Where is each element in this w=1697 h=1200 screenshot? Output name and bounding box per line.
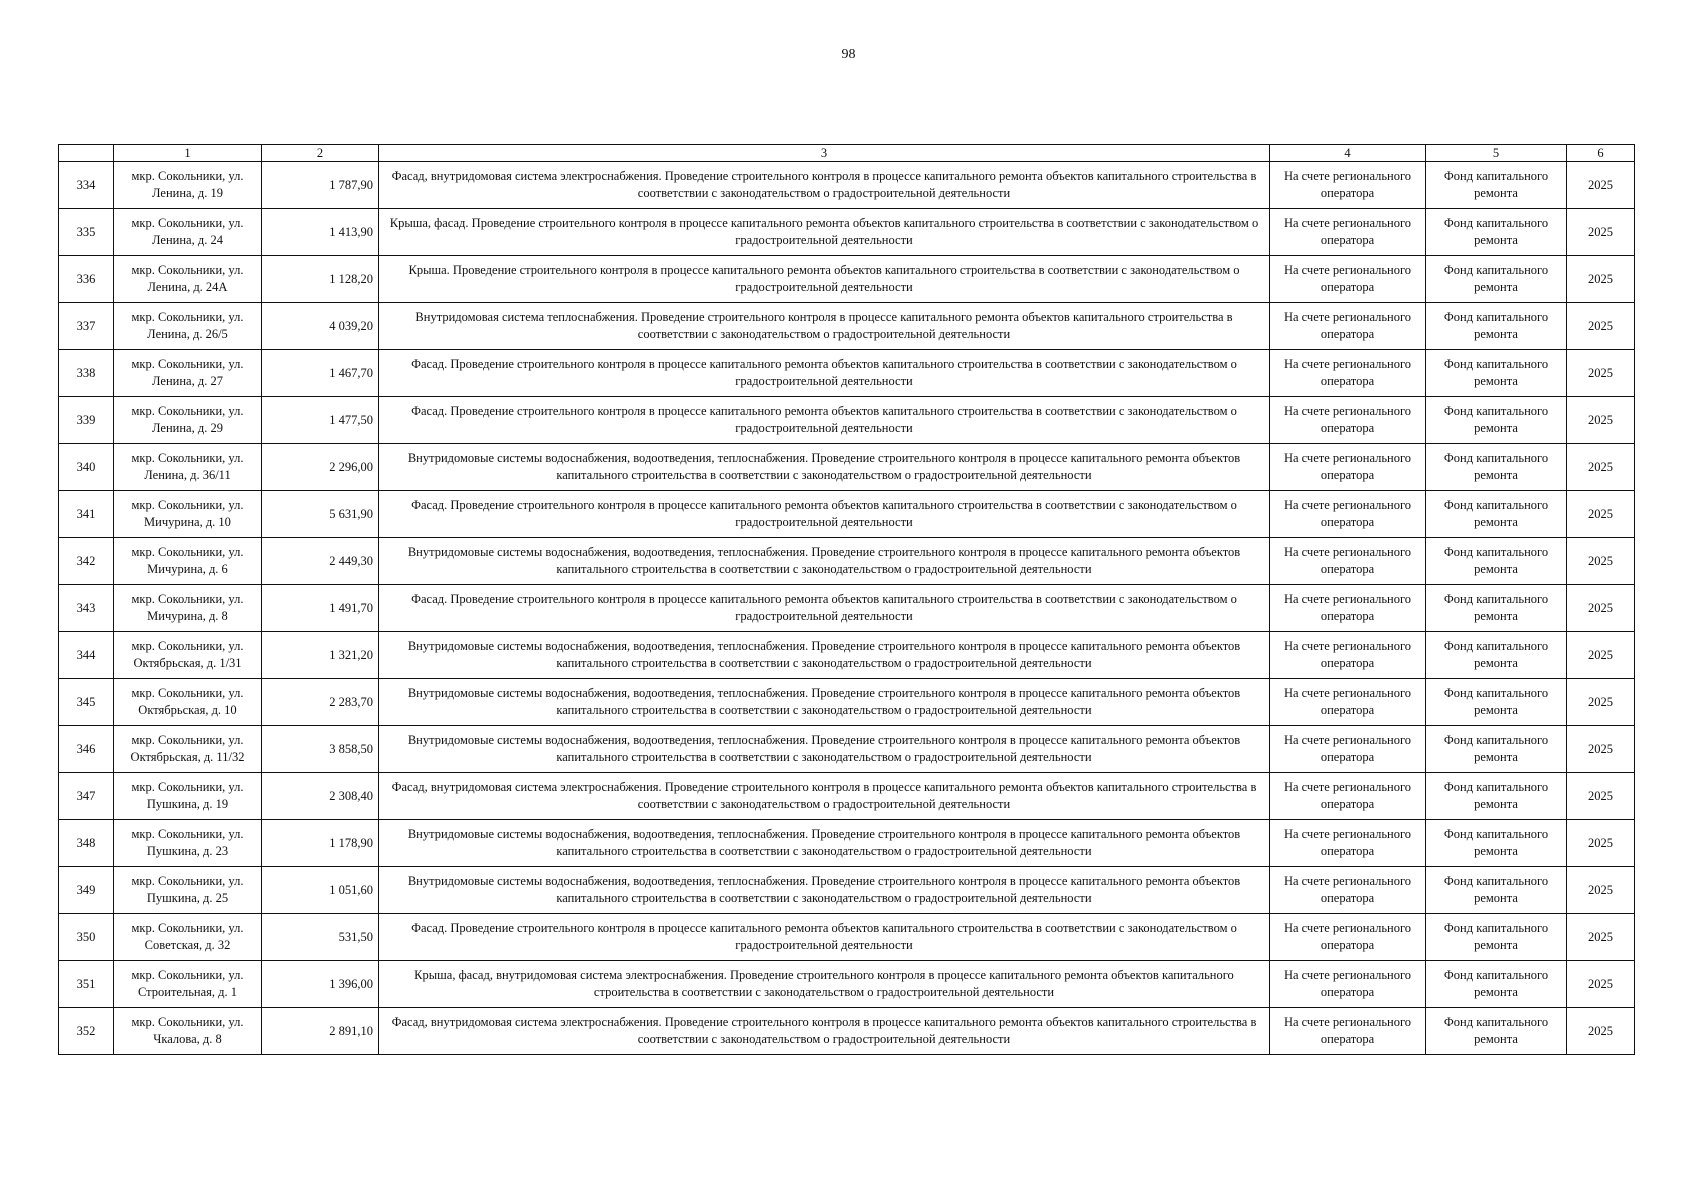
row-number-cell: 335: [59, 209, 114, 256]
account-cell: На счете регионального оператора: [1270, 867, 1426, 914]
table-row: [59, 444, 1635, 491]
row-number-cell: 348: [59, 820, 114, 867]
account-cell: На счете регионального оператора: [1270, 256, 1426, 303]
year-cell: 2025: [1567, 1008, 1635, 1055]
area-cell: 1 467,70: [262, 350, 379, 397]
funding-source-cell: Фонд капитального ремонта: [1426, 632, 1567, 679]
funding-source-cell: Фонд капитального ремонта: [1426, 914, 1567, 961]
header-cell-3: 3: [379, 145, 1270, 162]
works-cell: Крыша. Проведение строительного контроля в процессе капитального ремонта объектов капитального строительства в соответствии с законодательством о градостроительной деятельности: [379, 256, 1270, 303]
row-number-cell: 343: [59, 585, 114, 632]
row-number-cell: 346: [59, 726, 114, 773]
row-number-cell: 345: [59, 679, 114, 726]
year-cell: 2025: [1567, 820, 1635, 867]
works-cell: Фасад. Проведение строительного контроля в процессе капитального ремонта объектов капитального строительства в соответствии с законодательством о градостроительной деятельности: [379, 350, 1270, 397]
row-number-cell: 344: [59, 632, 114, 679]
works-cell: Внутридомовые системы водоснабжения, водоотведения, теплоснабжения. Проведение строительного контроля в процессе капитального ремонта объектов капитального строительства в соответствии с законодательством о градостроительной деятельности: [379, 679, 1270, 726]
funding-source-cell: Фонд капитального ремонта: [1426, 209, 1567, 256]
works-cell: Фасад, внутридомовая система электроснабжения. Проведение строительного контроля в процессе капитального ремонта объектов капитального строительства в соответствии с законодательством о градостроительной деятельности: [379, 773, 1270, 820]
year-cell: 2025: [1567, 679, 1635, 726]
funding-source-cell: Фонд капитального ремонта: [1426, 256, 1567, 303]
table-row: [59, 914, 1635, 961]
row-number-cell: 336: [59, 256, 114, 303]
works-cell: Фасад, внутридомовая система электроснабжения. Проведение строительного контроля в процессе капитального ремонта объектов капитального строительства в соответствии с законодательством о градостроительной деятельности: [379, 162, 1270, 209]
works-cell: Внутридомовые системы водоснабжения, водоотведения, теплоснабжения. Проведение строительного контроля в процессе капитального ремонта объектов капитального строительства в соответствии с законодательством о градостроительной деятельности: [379, 632, 1270, 679]
table-row: [59, 491, 1635, 538]
account-cell: На счете регионального оператора: [1270, 491, 1426, 538]
table-row: [59, 538, 1635, 585]
works-cell: Фасад. Проведение строительного контроля в процессе капитального ремонта объектов капитального строительства в соответствии с законодательством о градостроительной деятельности: [379, 914, 1270, 961]
row-number-cell: 342: [59, 538, 114, 585]
account-cell: На счете регионального оператора: [1270, 397, 1426, 444]
address-cell: мкр. Сокольники, ул. Мичурина, д. 6: [114, 538, 262, 585]
year-cell: 2025: [1567, 350, 1635, 397]
row-number-cell: 341: [59, 491, 114, 538]
works-cell: Фасад. Проведение строительного контроля в процессе капитального ремонта объектов капитального строительства в соответствии с законодательством о градостроительной деятельности: [379, 491, 1270, 538]
table-row: [59, 867, 1635, 914]
funding-source-cell: Фонд капитального ремонта: [1426, 162, 1567, 209]
table-row: [59, 820, 1635, 867]
works-cell: Фасад. Проведение строительного контроля в процессе капитального ремонта объектов капитального строительства в соответствии с законодательством о градостроительной деятельности: [379, 397, 1270, 444]
funding-source-cell: Фонд капитального ремонта: [1426, 726, 1567, 773]
year-cell: 2025: [1567, 256, 1635, 303]
address-cell: мкр. Сокольники, ул. Мичурина, д. 8: [114, 585, 262, 632]
account-cell: На счете регионального оператора: [1270, 961, 1426, 1008]
year-cell: 2025: [1567, 444, 1635, 491]
table-header-row: [59, 145, 1635, 162]
address-cell: мкр. Сокольники, ул. Ленина, д. 27: [114, 350, 262, 397]
year-cell: 2025: [1567, 773, 1635, 820]
table-row: [59, 397, 1635, 444]
account-cell: На счете регионального оператора: [1270, 726, 1426, 773]
year-cell: 2025: [1567, 303, 1635, 350]
account-cell: На счете регионального оператора: [1270, 538, 1426, 585]
address-cell: мкр. Сокольники, ул. Октябрьская, д. 11/32: [114, 726, 262, 773]
account-cell: На счете регионального оператора: [1270, 585, 1426, 632]
row-number-cell: 340: [59, 444, 114, 491]
year-cell: 2025: [1567, 538, 1635, 585]
table-row: [59, 679, 1635, 726]
area-cell: 1 396,00: [262, 961, 379, 1008]
address-cell: мкр. Сокольники, ул. Октябрьская, д. 10: [114, 679, 262, 726]
year-cell: 2025: [1567, 914, 1635, 961]
header-cell-6: 6: [1567, 145, 1635, 162]
address-cell: мкр. Сокольники, ул. Советская, д. 32: [114, 914, 262, 961]
area-cell: 1 321,20: [262, 632, 379, 679]
address-cell: мкр. Сокольники, ул. Мичурина, д. 10: [114, 491, 262, 538]
area-cell: 1 477,50: [262, 397, 379, 444]
address-cell: мкр. Сокольники, ул. Октябрьская, д. 1/31: [114, 632, 262, 679]
header-cell-4: 4: [1270, 145, 1426, 162]
works-cell: Фасад, внутридомовая система электроснабжения. Проведение строительного контроля в процессе капитального ремонта объектов капитального строительства в соответствии с законодательством о градостроительной деятельности: [379, 1008, 1270, 1055]
repair-program-table: [58, 144, 1635, 1055]
table-row: [59, 256, 1635, 303]
area-cell: 2 283,70: [262, 679, 379, 726]
row-number-cell: 339: [59, 397, 114, 444]
year-cell: 2025: [1567, 867, 1635, 914]
account-cell: На счете регионального оператора: [1270, 209, 1426, 256]
funding-source-cell: Фонд капитального ремонта: [1426, 1008, 1567, 1055]
year-cell: 2025: [1567, 491, 1635, 538]
funding-source-cell: Фонд капитального ремонта: [1426, 585, 1567, 632]
works-cell: Фасад. Проведение строительного контроля в процессе капитального ремонта объектов капитального строительства в соответствии с законодательством о градостроительной деятельности: [379, 585, 1270, 632]
address-cell: мкр. Сокольники, ул. Ленина, д. 36/11: [114, 444, 262, 491]
row-number-cell: 334: [59, 162, 114, 209]
account-cell: На счете регионального оператора: [1270, 632, 1426, 679]
area-cell: 1 787,90: [262, 162, 379, 209]
row-number-cell: 350: [59, 914, 114, 961]
works-cell: Крыша, фасад. Проведение строительного контроля в процессе капитального ремонта объектов капитального строительства в соответствии с законодательством о градостроительной деятельности: [379, 209, 1270, 256]
works-cell: Внутридомовая система теплоснабжения. Проведение строительного контроля в процессе капитального ремонта объектов капитального строительства в соответствии с законодательством о градостроительной деятельности: [379, 303, 1270, 350]
table-row: [59, 632, 1635, 679]
area-cell: 2 308,40: [262, 773, 379, 820]
area-cell: 4 039,20: [262, 303, 379, 350]
area-cell: 531,50: [262, 914, 379, 961]
table-body: [59, 145, 1635, 1055]
funding-source-cell: Фонд капитального ремонта: [1426, 820, 1567, 867]
works-cell: Внутридомовые системы водоснабжения, водоотведения, теплоснабжения. Проведение строительного контроля в процессе капитального ремонта объектов капитального строительства в соответствии с законодательством о градостроительной деятельности: [379, 867, 1270, 914]
area-cell: 1 128,20: [262, 256, 379, 303]
area-cell: 2 891,10: [262, 1008, 379, 1055]
funding-source-cell: Фонд капитального ремонта: [1426, 867, 1567, 914]
funding-source-cell: Фонд капитального ремонта: [1426, 303, 1567, 350]
year-cell: 2025: [1567, 162, 1635, 209]
year-cell: 2025: [1567, 961, 1635, 1008]
table-row: [59, 303, 1635, 350]
works-cell: Внутридомовые системы водоснабжения, водоотведения, теплоснабжения. Проведение строительного контроля в процессе капитального ремонта объектов капитального строительства в соответствии с законодательством о градостроительной деятельности: [379, 820, 1270, 867]
page-number: 98: [841, 47, 856, 62]
table-row: [59, 1008, 1635, 1055]
area-cell: 3 858,50: [262, 726, 379, 773]
row-number-cell: 347: [59, 773, 114, 820]
row-number-cell: 338: [59, 350, 114, 397]
year-cell: 2025: [1567, 585, 1635, 632]
funding-source-cell: Фонд капитального ремонта: [1426, 773, 1567, 820]
year-cell: 2025: [1567, 397, 1635, 444]
works-cell: Внутридомовые системы водоснабжения, водоотведения, теплоснабжения. Проведение строительного контроля в процессе капитального ремонта объектов капитального строительства в соответствии с законодательством о градостроительной деятельности: [379, 538, 1270, 585]
year-cell: 2025: [1567, 632, 1635, 679]
account-cell: На счете регионального оператора: [1270, 820, 1426, 867]
table-row: [59, 726, 1635, 773]
area-cell: 2 449,30: [262, 538, 379, 585]
table-row: [59, 209, 1635, 256]
table-row: [59, 585, 1635, 632]
area-cell: 1 491,70: [262, 585, 379, 632]
funding-source-cell: Фонд капитального ремонта: [1426, 397, 1567, 444]
table-row: [59, 162, 1635, 209]
address-cell: мкр. Сокольники, ул. Ленина, д. 26/5: [114, 303, 262, 350]
address-cell: мкр. Сокольники, ул. Ленина, д. 19: [114, 162, 262, 209]
area-cell: 2 296,00: [262, 444, 379, 491]
funding-source-cell: Фонд капитального ремонта: [1426, 350, 1567, 397]
account-cell: На счете регионального оператора: [1270, 773, 1426, 820]
row-number-cell: 349: [59, 867, 114, 914]
row-number-cell: 351: [59, 961, 114, 1008]
address-cell: мкр. Сокольники, ул. Чкалова, д. 8: [114, 1008, 262, 1055]
address-cell: мкр. Сокольники, ул. Ленина, д. 29: [114, 397, 262, 444]
works-cell: Крыша, фасад, внутридомовая система электроснабжения. Проведение строительного контроля в процессе капитального ремонта объектов капитального строительства в соответствии с законодательством о градостроительной деятельности: [379, 961, 1270, 1008]
table-row: [59, 961, 1635, 1008]
area-cell: 1 178,90: [262, 820, 379, 867]
area-cell: 1 413,90: [262, 209, 379, 256]
funding-source-cell: Фонд капитального ремонта: [1426, 491, 1567, 538]
funding-source-cell: Фонд капитального ремонта: [1426, 961, 1567, 1008]
area-cell: 5 631,90: [262, 491, 379, 538]
table-row: [59, 350, 1635, 397]
works-cell: Внутридомовые системы водоснабжения, водоотведения, теплоснабжения. Проведение строительного контроля в процессе капитального ремонта объектов капитального строительства в соответствии с законодательством о градостроительной деятельности: [379, 726, 1270, 773]
address-cell: мкр. Сокольники, ул. Пушкина, д. 23: [114, 820, 262, 867]
address-cell: мкр. Сокольники, ул. Пушкина, д. 25: [114, 867, 262, 914]
funding-source-cell: Фонд капитального ремонта: [1426, 444, 1567, 491]
account-cell: На счете регионального оператора: [1270, 350, 1426, 397]
funding-source-cell: Фонд капитального ремонта: [1426, 679, 1567, 726]
row-number-cell: 337: [59, 303, 114, 350]
account-cell: На счете регионального оператора: [1270, 303, 1426, 350]
account-cell: На счете регионального оператора: [1270, 1008, 1426, 1055]
header-cell-5: 5: [1426, 145, 1567, 162]
address-cell: мкр. Сокольники, ул. Ленина, д. 24: [114, 209, 262, 256]
account-cell: На счете регионального оператора: [1270, 444, 1426, 491]
address-cell: мкр. Сокольники, ул. Пушкина, д. 19: [114, 773, 262, 820]
year-cell: 2025: [1567, 726, 1635, 773]
area-cell: 1 051,60: [262, 867, 379, 914]
row-number-cell: 352: [59, 1008, 114, 1055]
account-cell: На счете регионального оператора: [1270, 679, 1426, 726]
table-row: [59, 773, 1635, 820]
address-cell: мкр. Сокольники, ул. Строительная, д. 1: [114, 961, 262, 1008]
funding-source-cell: Фонд капитального ремонта: [1426, 538, 1567, 585]
year-cell: 2025: [1567, 209, 1635, 256]
account-cell: На счете регионального оператора: [1270, 914, 1426, 961]
account-cell: На счете регионального оператора: [1270, 162, 1426, 209]
header-cell-1: 1: [114, 145, 262, 162]
address-cell: мкр. Сокольники, ул. Ленина, д. 24А: [114, 256, 262, 303]
header-cell-index: [59, 145, 114, 162]
works-cell: Внутридомовые системы водоснабжения, водоотведения, теплоснабжения. Проведение строительного контроля в процессе капитального ремонта объектов капитального строительства в соответствии с законодательством о градостроительной деятельности: [379, 444, 1270, 491]
header-cell-2: 2: [262, 145, 379, 162]
